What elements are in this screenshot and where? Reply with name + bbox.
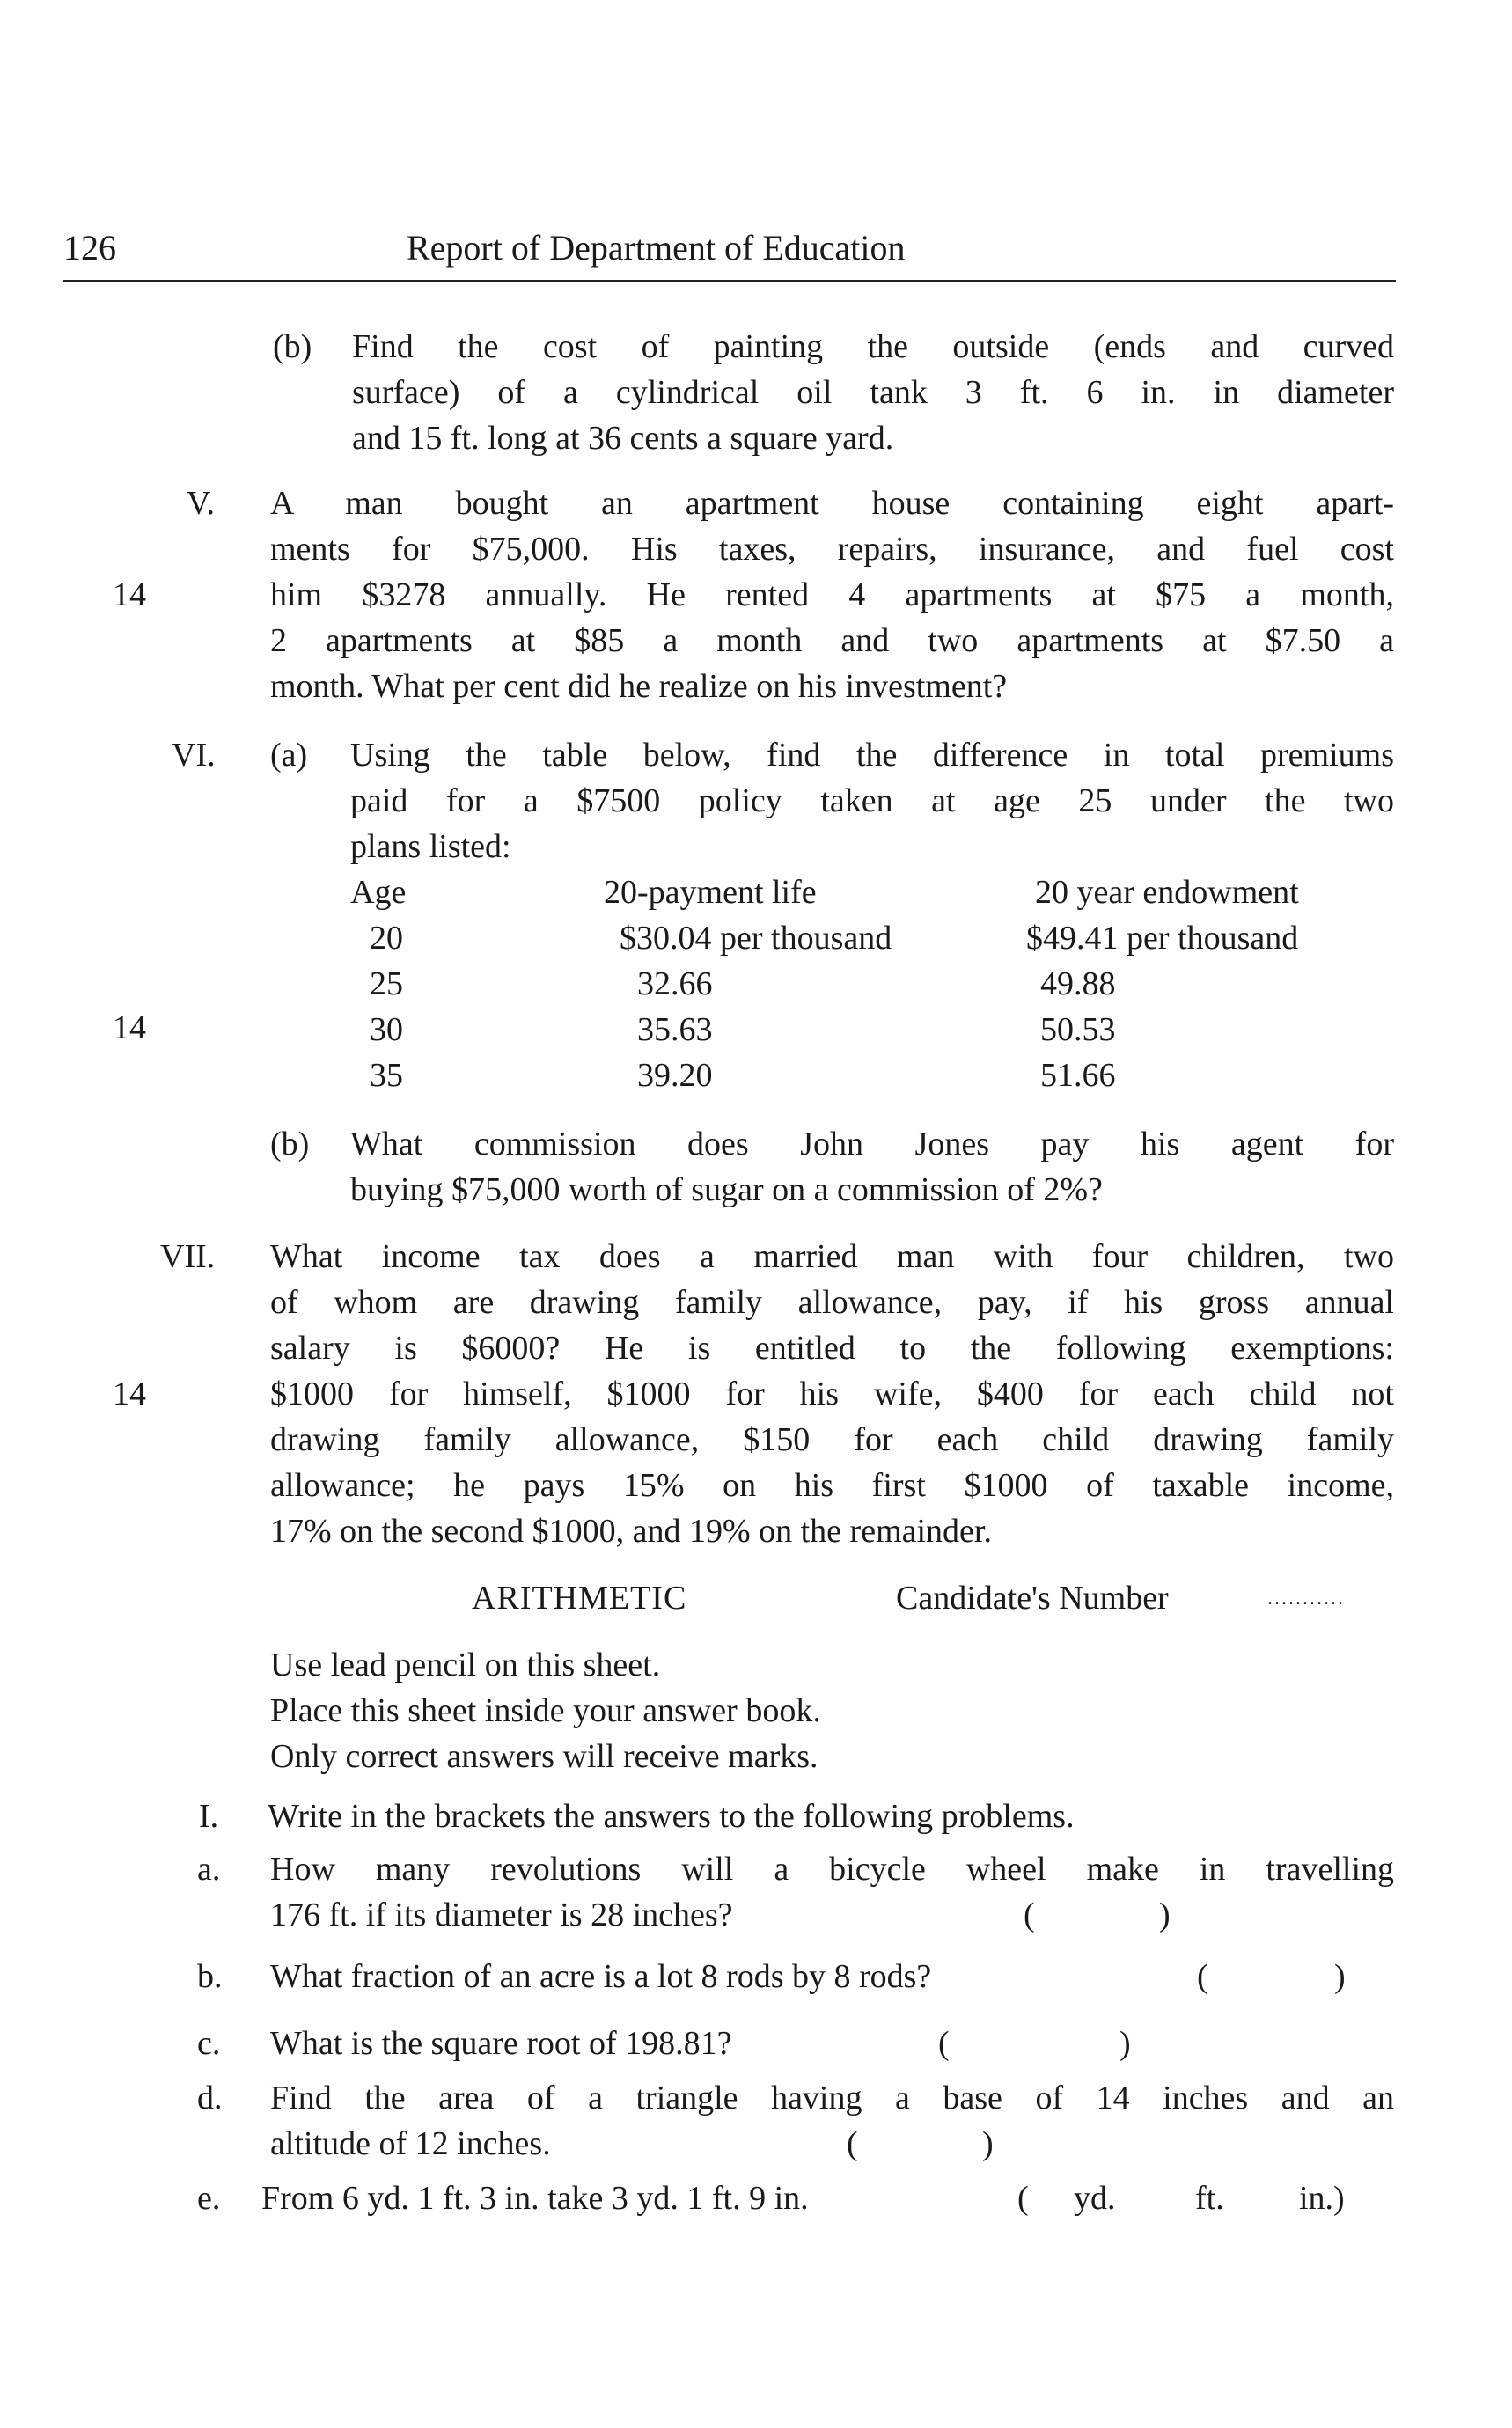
q7-line: allowance; he pays 15% on his first $1000 of taxable income,: [270, 1467, 1394, 1504]
q6a-label: (a): [270, 737, 308, 774]
instruction-line: Place this sheet inside your answer book.: [270, 1692, 821, 1729]
item-e-label: e.: [197, 2180, 221, 2217]
table-cell: 30: [370, 1011, 403, 1048]
table-cell: $49.41 per thousand: [1026, 920, 1299, 957]
item-d-label: d.: [197, 2080, 223, 2116]
table-header-endowment: 20 year endowment: [1035, 874, 1299, 911]
running-title: Report of Department of Education: [407, 228, 906, 268]
arith-q1-numeral: I.: [199, 1798, 219, 1835]
item-d-line: Find the area of a triangle having a base of 14 inches and an: [270, 2080, 1394, 2116]
table-cell: 39.20: [637, 1057, 713, 1094]
candidate-number-blank[interactable]: ...........: [1267, 1587, 1345, 1610]
q7-line: drawing family allowance, $150 for each child drawing family: [270, 1421, 1394, 1458]
table-cell: 50.53: [1040, 1011, 1116, 1048]
item-c-label: c.: [197, 2025, 221, 2062]
page-number: 126: [63, 228, 116, 268]
item-e-unit-in: in.): [1299, 2180, 1345, 2217]
item-e-bracket-open: (: [1017, 2180, 1029, 2217]
q4b-line: Find the cost of painting the outside (ends and curved: [352, 328, 1394, 365]
table-cell: 20: [370, 920, 403, 957]
item-e-unit-yd: yd.: [1074, 2180, 1116, 2217]
table-cell: 32.66: [637, 965, 713, 1002]
table-header-payment-life: 20-payment life: [604, 874, 817, 911]
q6b-line: What commission does John Jones pay his agent for: [350, 1126, 1394, 1163]
arith-q1-text: Write in the brackets the answers to the following problems.: [268, 1798, 1075, 1835]
q5-numeral: V.: [187, 485, 216, 522]
section-title: ARITHMETIC: [472, 1580, 687, 1617]
item-b-text: What fraction of an acre is a lot 8 rods by 8 rods?: [270, 1958, 932, 1995]
q4b-line: and 15 ft. long at 36 cents a square yard.: [352, 420, 894, 457]
table-cell: 35.63: [637, 1011, 713, 1048]
candidate-number-label: Candidate's Number: [896, 1580, 1169, 1617]
table-cell: $30.04 per thousand: [620, 920, 892, 957]
table-cell: 35: [370, 1057, 403, 1094]
q7-line: of whom are drawing family allowance, pay, if his gross annual: [270, 1284, 1394, 1321]
item-e-unit-ft: ft.: [1195, 2180, 1224, 2217]
instruction-line: Only correct answers will receive marks.: [270, 1738, 818, 1775]
q7-line: What income tax does a married man with four children, two: [270, 1238, 1394, 1275]
item-e-text: From 6 yd. 1 ft. 3 in. take 3 yd. 1 ft. 9 in.: [261, 2180, 809, 2217]
q5-line: ments for $75,000. His taxes, repairs, insurance, and fuel cost: [270, 531, 1394, 568]
q6b-label: (b): [270, 1126, 310, 1163]
table-cell: 51.66: [1040, 1057, 1116, 1094]
q6-numeral: VI.: [172, 737, 216, 774]
q7-marks: 14: [113, 1375, 146, 1412]
header-rule: [63, 280, 1396, 282]
item-b-label: b.: [197, 1958, 223, 1995]
q5-line: A man bought an apartment house containing eight apart-: [270, 485, 1394, 522]
q4b-label: (b): [273, 328, 312, 365]
q6a-line: Using the table below, find the difference in total premiums: [350, 737, 1394, 774]
table-cell: 49.88: [1040, 965, 1116, 1002]
item-a-bracket-open: (: [1024, 1896, 1035, 1933]
item-d-line: altitude of 12 inches.: [270, 2125, 551, 2162]
item-c-bracket-close: ): [1119, 2025, 1131, 2062]
q7-numeral: VII.: [160, 1238, 216, 1275]
q7-line: 17% on the second $1000, and 19% on the remainder.: [270, 1513, 992, 1550]
q5-line: month. What per cent did he realize on his investment?: [270, 668, 1008, 705]
table-header-age: Age: [350, 874, 407, 911]
q6b-line: buying $75,000 worth of sugar on a commission of 2%?: [350, 1171, 1103, 1208]
q4b-line: surface) of a cylindrical oil tank 3 ft. 6 in. in diameter: [352, 374, 1394, 411]
q5-marks: 14: [113, 576, 146, 613]
item-c-bracket-open: (: [938, 2025, 950, 2062]
item-a-line: How many revolutions will a bicycle wheel make in travelling: [270, 1851, 1394, 1888]
q6a-line: paid for a $7500 policy taken at age 25 under the two: [350, 782, 1394, 819]
q7-line: $1000 for himself, $1000 for his wife, $400 for each child not: [270, 1375, 1394, 1412]
q5-line: 2 apartments at $85 a month and two apartments at $7.50 a: [270, 622, 1394, 659]
item-a-bracket-close: ): [1159, 1896, 1171, 1933]
item-b-bracket-close: ): [1334, 1958, 1346, 1995]
q6a-line: plans listed:: [350, 828, 511, 865]
table-cell: 25: [370, 965, 403, 1002]
item-d-bracket-close: ): [982, 2125, 994, 2162]
instruction-line: Use lead pencil on this sheet.: [270, 1647, 661, 1683]
item-a-line: 176 ft. if its diameter is 28 inches?: [270, 1896, 733, 1933]
q6-marks: 14: [113, 1009, 146, 1046]
item-b-bracket-open: (: [1197, 1958, 1208, 1995]
q7-line: salary is $6000? He is entitled to the following exemptions:: [270, 1330, 1394, 1367]
item-a-label: a.: [197, 1851, 221, 1888]
q5-line: him $3278 annually. He rented 4 apartments at $75 a month,: [270, 576, 1394, 613]
item-d-bracket-open: (: [847, 2125, 858, 2162]
item-c-text: What is the square root of 198.81?: [270, 2025, 732, 2062]
